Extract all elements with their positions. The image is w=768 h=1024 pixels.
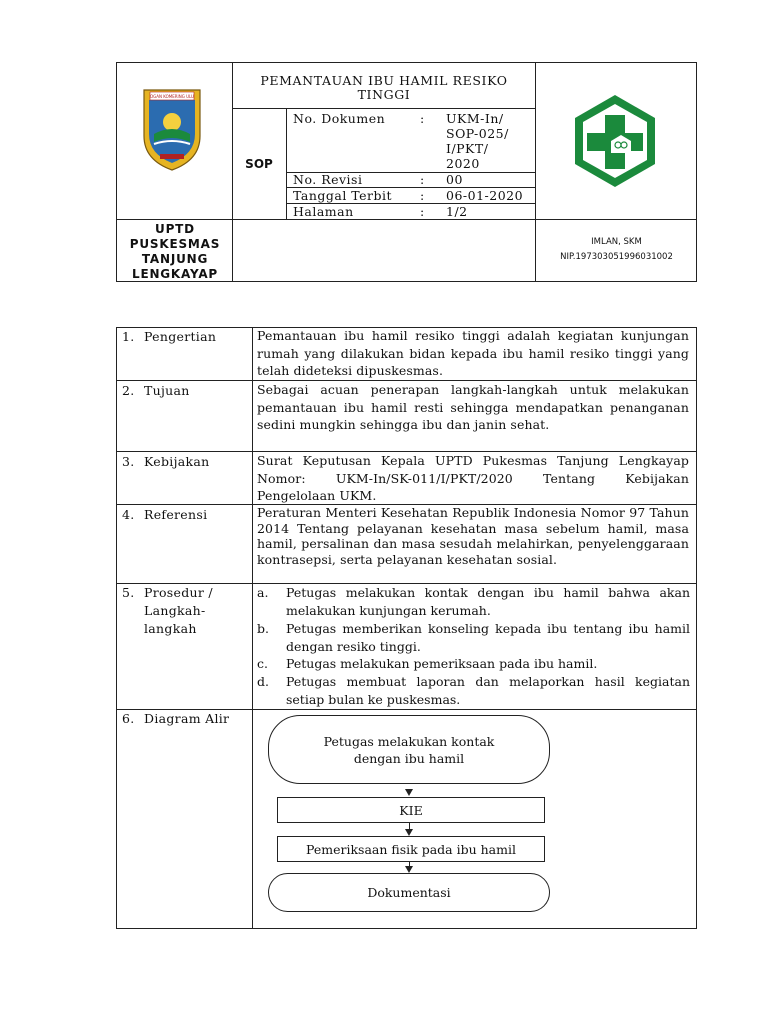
section-number: 2. (122, 383, 135, 398)
step-letter: b. (257, 621, 269, 636)
step-text: Petugas melakukan kontak dengan ibu hamil bahwa akan melakukan kunjungan kerumah. (286, 585, 690, 618)
section-number: 4. (122, 507, 135, 522)
section-title: Tujuan (144, 383, 190, 398)
meta-value-dokumen-1: UKM-In/ (446, 111, 504, 126)
section-number: 5. (122, 585, 135, 600)
flow-arrow (405, 866, 413, 873)
org-line: UPTD (155, 222, 195, 236)
section-number: 3. (122, 454, 135, 469)
section-number: 6. (122, 711, 135, 726)
flow-step-kie: KIE (277, 797, 545, 823)
section-title: Diagram Alir (144, 711, 230, 726)
org-line: PUSKESMAS (129, 237, 221, 251)
signer-name: IMLAN, SKM (591, 237, 642, 247)
meta-sep: : (420, 172, 425, 187)
meta-value-halaman: 1/2 (446, 204, 468, 219)
section-body-kebijakan: Surat Keputusan Kepala UPTD Pukesmas Tanjung Lengkayap Nomor: UKM-In/SK-011/I/PKT/2020 Tentang Kebijakan Pengelolaan UKM. (257, 453, 689, 503)
meta-key-halaman: Halaman (293, 204, 354, 219)
section-title: Kebijakan (144, 454, 210, 469)
section-number: 1. (122, 329, 135, 344)
section-label-referensi (122, 506, 252, 524)
puskesmas-logo (567, 93, 663, 189)
section-label-prosedur (122, 584, 252, 638)
organization-name (118, 222, 232, 282)
meta-value-dokumen-2: SOP-025/ (446, 126, 509, 141)
flow-arrow (405, 829, 413, 836)
meta-key-dokumen: No. Dokumen (293, 111, 386, 126)
kabupaten-logo (140, 84, 204, 172)
step-text: Petugas membuat laporan dan melaporkan hasil kegiatan setiap bulan ke puskesmas. (286, 674, 690, 707)
section-body-tujuan: Sebagai acuan penerapan langkah-langkah untuk melakukan pemantauan ibu hamil resti sehingga mendapatkan penanganan sedini mungkin sehingga ibu dan janin sehat. (257, 382, 689, 432)
meta-value-dokumen-4: 2020 (446, 156, 480, 171)
signer-nip: NIP.197303051996031002 (560, 252, 673, 262)
section-label-pengertian (122, 328, 252, 346)
section-label-tujuan (122, 382, 252, 400)
meta-value-dokumen-3: I/PKT/ (446, 141, 489, 156)
meta-sep: : (420, 204, 425, 219)
section-title: Prosedur / Langkah-langkah (144, 585, 213, 636)
document-title: PEMANTAUAN IBU HAMIL RESIKO TINGGI (260, 73, 508, 102)
section-label-kebijakan (122, 453, 252, 471)
meta-key-revisi: No. Revisi (293, 172, 363, 187)
step-text: Petugas memberikan konseling kepada ibu tentang ibu hamil dengan resiko tinggi. (286, 621, 690, 654)
flow-arrow (405, 789, 413, 796)
section-label-diagram (122, 710, 252, 728)
meta-sep: : (420, 188, 425, 203)
org-line: TANJUNG (141, 252, 209, 266)
step-text: Petugas melakukan pemeriksaan pada ibu hamil. (286, 656, 598, 671)
meta-value-revisi: 00 (446, 172, 463, 187)
flow-end-terminal: Dokumentasi (268, 873, 550, 912)
logo-banner-text: OGAN KOMERING ULU (150, 94, 194, 99)
flow-start-terminal: Petugas melakukan kontak dengan ibu hamil (268, 715, 550, 784)
section-title: Referensi (144, 507, 208, 522)
meta-key-tanggal: Tanggal Terbit (293, 188, 393, 203)
step-letter: c. (257, 656, 268, 671)
section-title: Pengertian (144, 329, 217, 344)
org-line: LENGKAYAP (132, 267, 218, 281)
section-body-pengertian: Pemantauan ibu hamil resiko tinggi adalah kegiatan kunjungan rumah yang dilakukan bidan kepada ibu hamil resiko tinggi yang telah dideteksi dipuskesmas. (257, 328, 689, 378)
step-letter: d. (257, 674, 269, 689)
step-letter: a. (257, 585, 269, 600)
flow-step-pemeriksaan: Pemeriksaan fisik pada ibu hamil (277, 836, 545, 862)
meta-sep: : (420, 111, 425, 126)
sop-label: SOP (245, 157, 273, 171)
meta-value-tanggal: 06-01-2020 (446, 188, 524, 203)
section-body-referensi: Peraturan Menteri Kesehatan Republik Indonesia Nomor 97 Tahun 2014 Tentang pelayanan kesehatan masa sebelum hamil, masa hamil, persalinan dan masa sesudah melahirkan, penyelenggaraan kontrasepsi, serta pelayanan kesehatan sosial. (257, 505, 689, 567)
